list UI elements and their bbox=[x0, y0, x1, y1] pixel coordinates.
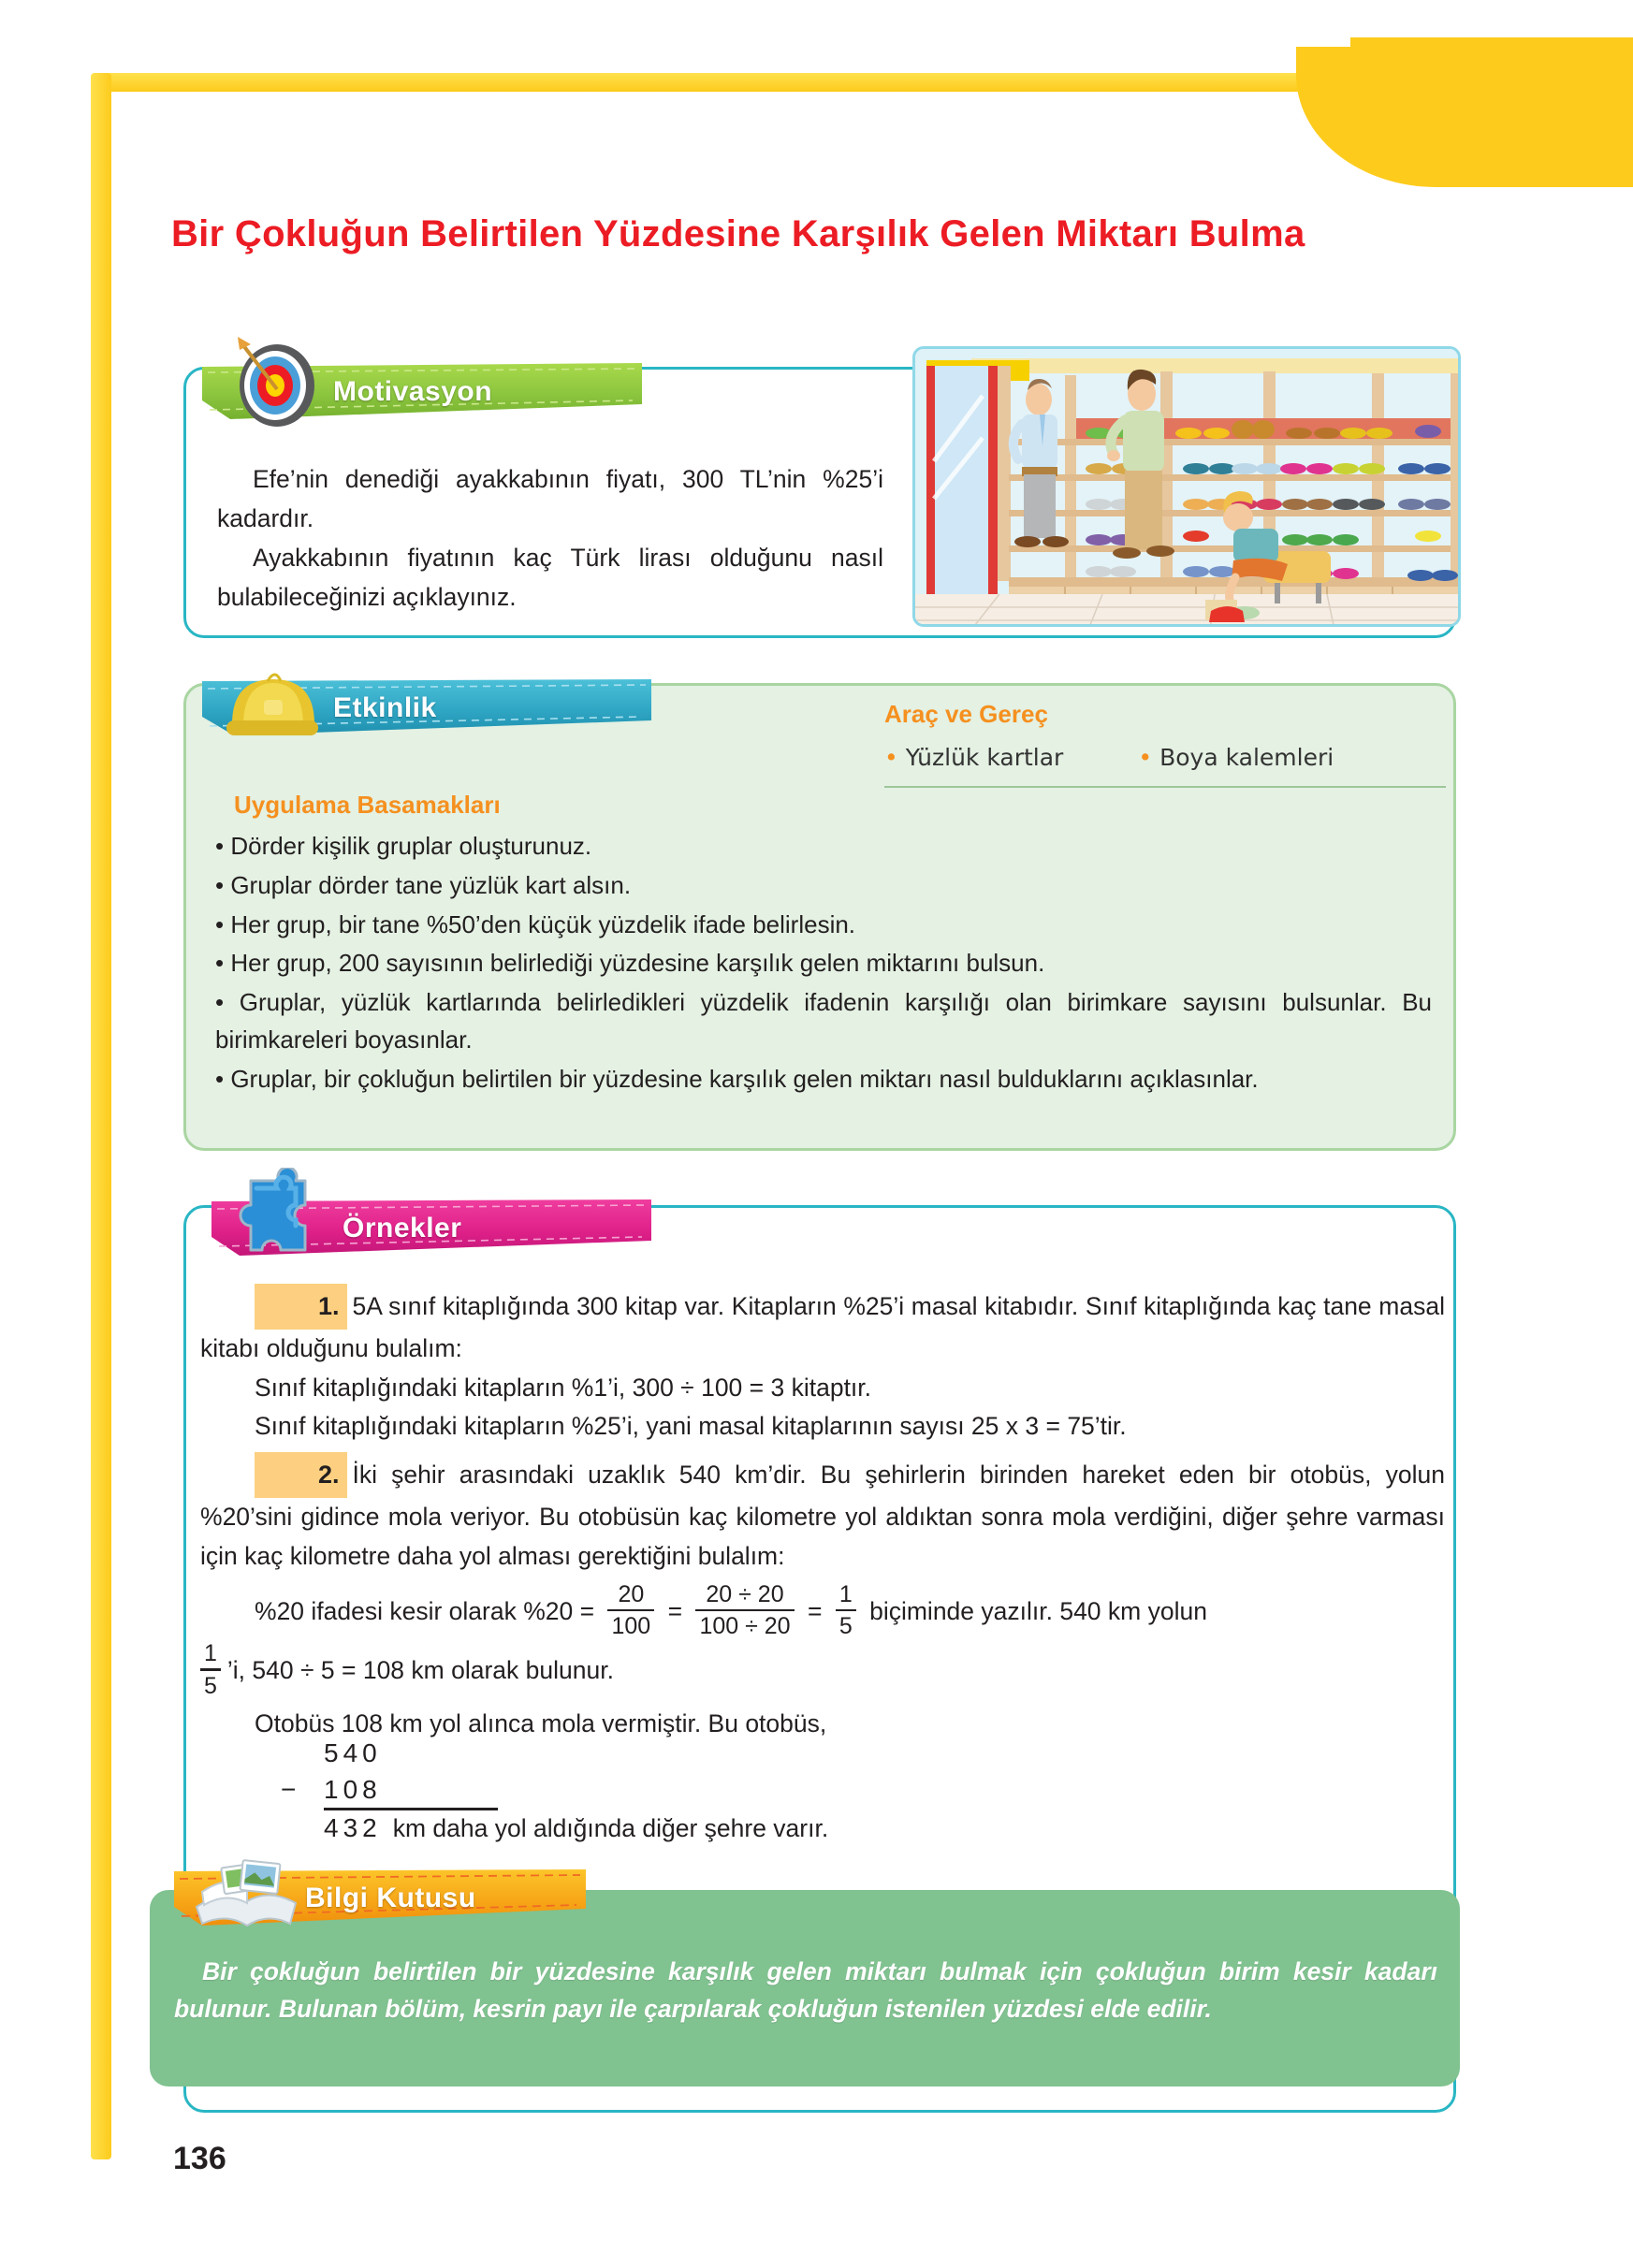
equation-prefix: %20 ifadesi kesir olarak %20 = bbox=[255, 1596, 595, 1625]
result-row bbox=[281, 1810, 828, 1847]
fraction-bar bbox=[695, 1609, 794, 1612]
bilgi-kutusu-label: Bilgi Kutusu bbox=[305, 1883, 476, 1913]
list-item: • Her grup, bir tane %50’den küçük yüzdelik ifade belirlesin. bbox=[215, 907, 1432, 944]
etkinlik-banner bbox=[202, 679, 651, 737]
puzzle-piece-icon bbox=[221, 1168, 343, 1271]
bullet-icon: • bbox=[884, 744, 898, 771]
fraction-denominator: 5 bbox=[204, 1672, 217, 1699]
minuend-row bbox=[281, 1736, 828, 1772]
motivasyon-banner bbox=[202, 363, 642, 421]
arac-item bbox=[884, 744, 1063, 771]
left-yellow-bar bbox=[91, 73, 111, 2159]
example-1-line-1: Sınıf kitaplığındaki kitapların %1’i, 300 ÷ 100 = 3 kitaptır. bbox=[255, 1373, 872, 1402]
list-item: • Gruplar, yüzlük kartlarında belirledikleri yüzdelik ifadenin karşılığı olan birimkare sayısını bulsunlar. Bu birimkareleri boyasınlar. bbox=[215, 984, 1432, 1059]
uygulama-steps-list bbox=[215, 828, 1432, 1099]
subtrahend-row bbox=[281, 1772, 828, 1809]
example-1-line-2: Sınıf kitaplığındaki kitapların %25’i, yani masal kitaplarının sayısı 25 x 3 = 75’tir. bbox=[255, 1412, 1127, 1441]
fraction-denominator: 5 bbox=[838, 1613, 853, 1640]
example-number-badge: 2. bbox=[255, 1452, 347, 1498]
fraction-denominator: 100 bbox=[611, 1613, 651, 1640]
hard-hat-icon bbox=[211, 647, 333, 750]
subtrahend: 108 bbox=[324, 1774, 382, 1804]
examples-content bbox=[200, 1284, 1445, 1743]
bilgi-kutusu-paragraph: Bir çokluğun belirtilen bir yüzdesine karşılık gelen miktarı bulmak için çokluğun birim kesir kadarı bulunur. Bulunan bölüm, kesrin payı ile çarpılarak çokluğun istenilen yüzdesi elde edilir. bbox=[174, 1957, 1437, 2023]
ornekler-banner bbox=[211, 1199, 651, 1258]
motivasyon-label: Motivasyon bbox=[333, 376, 493, 407]
list-item: • Gruplar dörder tane yüzlük kart alsın. bbox=[215, 867, 1432, 905]
result-sentence: km daha yol aldığında diğer şehre varır. bbox=[392, 1814, 829, 1843]
example-2-continuation bbox=[200, 1640, 1445, 1701]
difference: 432 bbox=[324, 1813, 382, 1843]
minuend: 540 bbox=[324, 1738, 382, 1767]
arac-item-label: Yüzlük kartlar bbox=[905, 744, 1064, 771]
target-dartboard-icon bbox=[211, 331, 333, 434]
etkinlik-label: Etkinlik bbox=[333, 692, 437, 723]
fraction-20-over-100 bbox=[607, 1582, 654, 1640]
corner-decoration bbox=[1296, 37, 1633, 187]
fraction-numerator: 1 bbox=[838, 1580, 853, 1607]
shoe-store-illustration bbox=[912, 346, 1461, 627]
minus-operator: − bbox=[281, 1774, 297, 1804]
example-2-equation bbox=[200, 1580, 1445, 1642]
bilgi-kutusu-banner bbox=[174, 1869, 586, 1927]
fraction-bar bbox=[607, 1609, 654, 1612]
list-item: • Gruplar, bir çokluğun belirtilen bir yüzdesine karşılık gelen miktarı nasıl bulduklarını açıklasınlar. bbox=[215, 1061, 1432, 1098]
equals-sign: = bbox=[667, 1596, 683, 1625]
fraction-denominator: 100 ÷ 20 bbox=[699, 1613, 791, 1640]
page-title: Bir Çokluğun Belirtilen Yüzdesine Karşılık Gelen Miktarı Bulma bbox=[171, 213, 1305, 254]
motivasyon-text bbox=[217, 460, 883, 617]
arac-ve-gerec-title: Araç ve Gereç bbox=[884, 700, 1048, 728]
vertical-subtraction bbox=[281, 1736, 828, 1847]
example-2-line-after: Otobüs 108 km yol alınca mola vermiştir. Bu otobüs, bbox=[255, 1708, 827, 1737]
fraction-bar bbox=[200, 1668, 221, 1671]
example-1-statement: 5A sınıf kitaplığında 300 kitap var. Kitapların %25’i masal kitabıdır. Sınıf kitaplığında kaç tane masal kitabı olduğunu bulalım: bbox=[200, 1292, 1445, 1362]
arac-ve-gerec-items bbox=[884, 744, 1446, 771]
list-item: • Dörder kişilik gruplar oluşturunuz. bbox=[215, 828, 1432, 865]
arac-ve-gerec-panel bbox=[884, 700, 1446, 788]
fraction-1-over-5-inline bbox=[200, 1641, 221, 1699]
example-2 bbox=[200, 1452, 1445, 1576]
fraction-20div20-over-100div20 bbox=[695, 1582, 794, 1640]
fraction-bar bbox=[836, 1609, 856, 1612]
top-yellow-bar bbox=[103, 73, 1469, 92]
page-number: 136 bbox=[173, 2141, 226, 2176]
ornekler-label: Örnekler bbox=[343, 1213, 462, 1243]
motivasyon-paragraph-1: Efe’nin denediği ayakkabının fiyatı, 300 TL’nin %25’i kadardır. bbox=[217, 465, 883, 532]
divider bbox=[884, 786, 1446, 788]
example-number-badge: 1. bbox=[255, 1284, 347, 1330]
arac-item-label: Boya kalemleri bbox=[1159, 744, 1334, 771]
uygulama-basamaklari-title: Uygulama Basamakları bbox=[234, 791, 501, 819]
bilgi-kutusu-text bbox=[174, 1954, 1437, 2028]
example-2-statement: İki şehir arasındaki uzaklık 540 km’dir. Bu şehirlerin birinden hareket eden bir otobüs, yolun %20’sini gidince mola veriyor. Bu otobüsün kaç kilometre yol aldıktan sonra mola verdiğini, diğer şehre varması için kaç kilometre daha yol alması gerektiğini bulalım: bbox=[200, 1461, 1445, 1570]
example-1 bbox=[200, 1284, 1445, 1369]
continuation-text: ’i, 540 ÷ 5 = 108 km olarak bulunur. bbox=[226, 1655, 614, 1684]
fraction-numerator: 1 bbox=[204, 1640, 217, 1667]
equals-sign: = bbox=[807, 1596, 823, 1625]
fraction-numerator: 20 bbox=[618, 1580, 645, 1607]
arac-item bbox=[1138, 744, 1334, 771]
fraction-numerator: 20 ÷ 20 bbox=[706, 1580, 784, 1607]
motivasyon-paragraph-2: Ayakkabının fiyatının kaç Türk lirası olduğunu nasıl bulabileceğinizi açıklayınız. bbox=[217, 543, 883, 611]
list-item: • Her grup, 200 sayısının belirlediği yüzdesine karşılık gelen miktarını bulsun. bbox=[215, 945, 1432, 982]
fraction-1-over-5 bbox=[836, 1582, 856, 1640]
equation-suffix: biçiminde yazılır. 540 km yolun bbox=[869, 1596, 1207, 1625]
bullet-icon: • bbox=[1138, 744, 1153, 771]
book-photos-icon bbox=[183, 1838, 305, 1941]
